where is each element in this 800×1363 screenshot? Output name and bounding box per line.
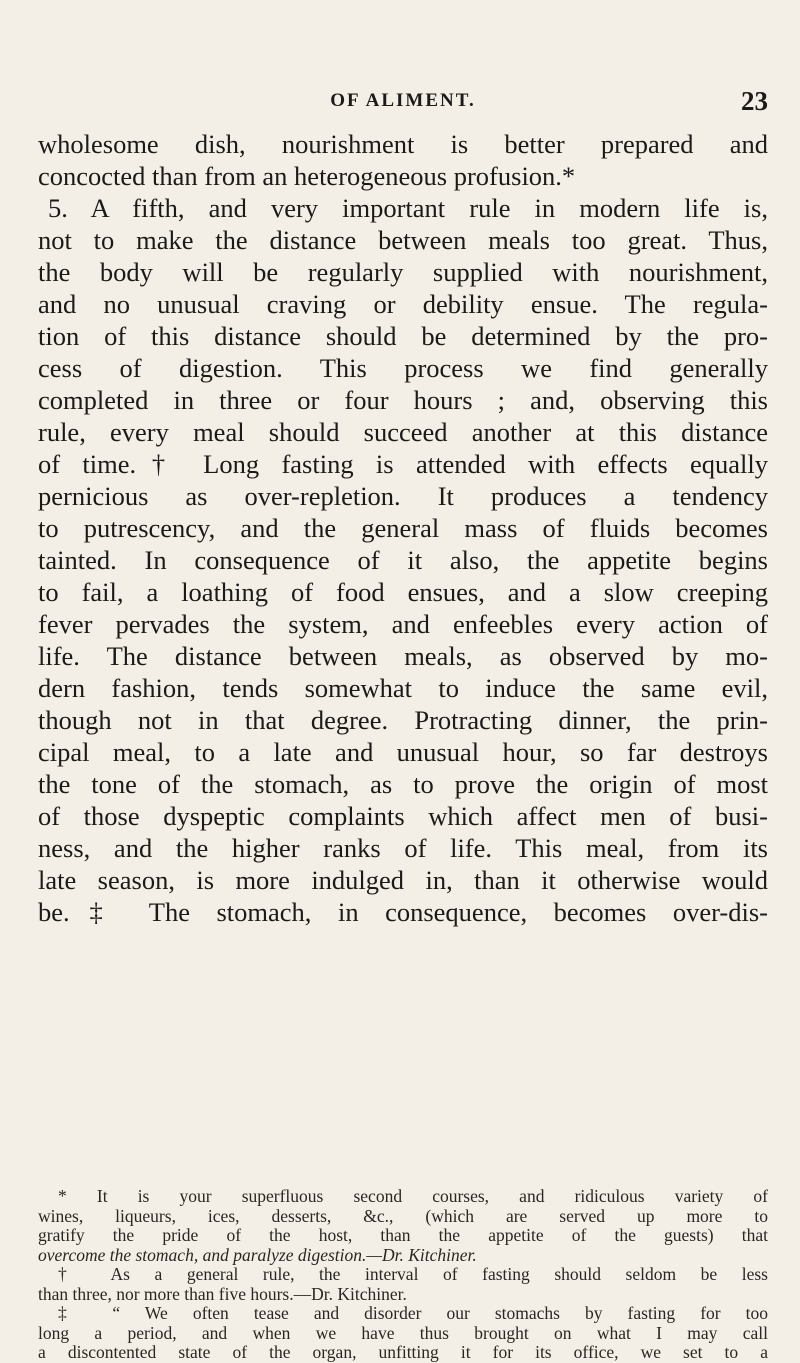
body-line: to putrescency, and the general mass of fluids becomes: [38, 513, 768, 543]
body-line: not to make the distance between meals too great. Thus,: [38, 225, 768, 255]
body-line: 5. A fifth, and very important rule in modern life is,: [48, 193, 768, 223]
footnote-line: † As a general rule, the interval of fasting should seldom be less: [58, 1265, 768, 1284]
body-line: completed in three or four hours ; and, observing this: [38, 385, 768, 415]
footnote-line: wines, liqueurs, ices, desserts, &c., (which are served up more to: [38, 1206, 768, 1226]
footnotes: [38, 1187, 768, 1363]
body-text: [38, 128, 768, 928]
body-line: ness, and the higher ranks of life. This meal, from its: [38, 833, 768, 863]
footnote-line: overcome the stomach, and paralyze digestion.—Dr. Kitchiner.: [38, 1245, 477, 1265]
footnote-line: than three, nor more than five hours.—Dr. Kitchiner.: [38, 1284, 407, 1304]
body-line: cess of digestion. This process we find generally: [38, 353, 768, 383]
body-line: to fail, a loathing of food ensues, and a slow creeping: [38, 577, 768, 607]
body-line: be.‡ The stomach, in consequence, becomes over-dis-: [38, 897, 768, 927]
running-head: [38, 86, 768, 120]
body-line: wholesome dish, nourishment is better prepared and: [38, 129, 768, 159]
footnote-line: gratify the pride of the host, than the appetite of the guests) that: [38, 1226, 768, 1245]
body-line: late season, is more indulged in, than it otherwise would: [38, 865, 768, 895]
body-line: life. The distance between meals, as observed by mo-: [38, 641, 768, 671]
page-number: 23: [741, 86, 768, 116]
body-line: and no unusual craving or debility ensue. The regula-: [38, 289, 768, 319]
body-line: concocted than from an heterogeneous profusion.*: [38, 161, 576, 191]
body-line: fever pervades the system, and enfeebles every action of: [38, 609, 768, 639]
footnote-line: a discontented state of the organ, unfitting it for its office, we set to a: [38, 1343, 768, 1362]
footnote-line: long a period, and when we have thus brought on what I may call: [38, 1323, 768, 1343]
body-line: cipal meal, to a late and unusual hour, so far destroys: [38, 737, 768, 767]
body-line: the body will be regularly supplied with nourishment,: [38, 257, 768, 287]
footnote-line: ‡ “ We often tease and disorder our stomachs by fasting for too: [58, 1304, 768, 1323]
body-line: the tone of the stomach, as to prove the origin of most: [38, 769, 768, 799]
body-line: of time.† Long fasting is attended with effects equally: [38, 449, 768, 479]
footnote-line: * It is your superfluous second courses, and ridiculous variety of: [58, 1187, 768, 1206]
body-line: of those dyspeptic complaints which affect men of busi-: [38, 801, 768, 831]
running-title: OF ALIMENT.: [330, 90, 476, 111]
body-line: pernicious as over-repletion. It produces a tendency: [38, 481, 768, 511]
body-line: dern fashion, tends somewhat to induce the same evil,: [38, 673, 768, 703]
body-line: tainted. In consequence of it also, the appetite begins: [38, 545, 768, 575]
body-line: though not in that degree. Protracting dinner, the prin-: [38, 705, 768, 735]
body-line: tion of this distance should be determined by the pro-: [38, 321, 768, 351]
body-line: rule, every meal should succeed another at this distance: [38, 417, 768, 447]
